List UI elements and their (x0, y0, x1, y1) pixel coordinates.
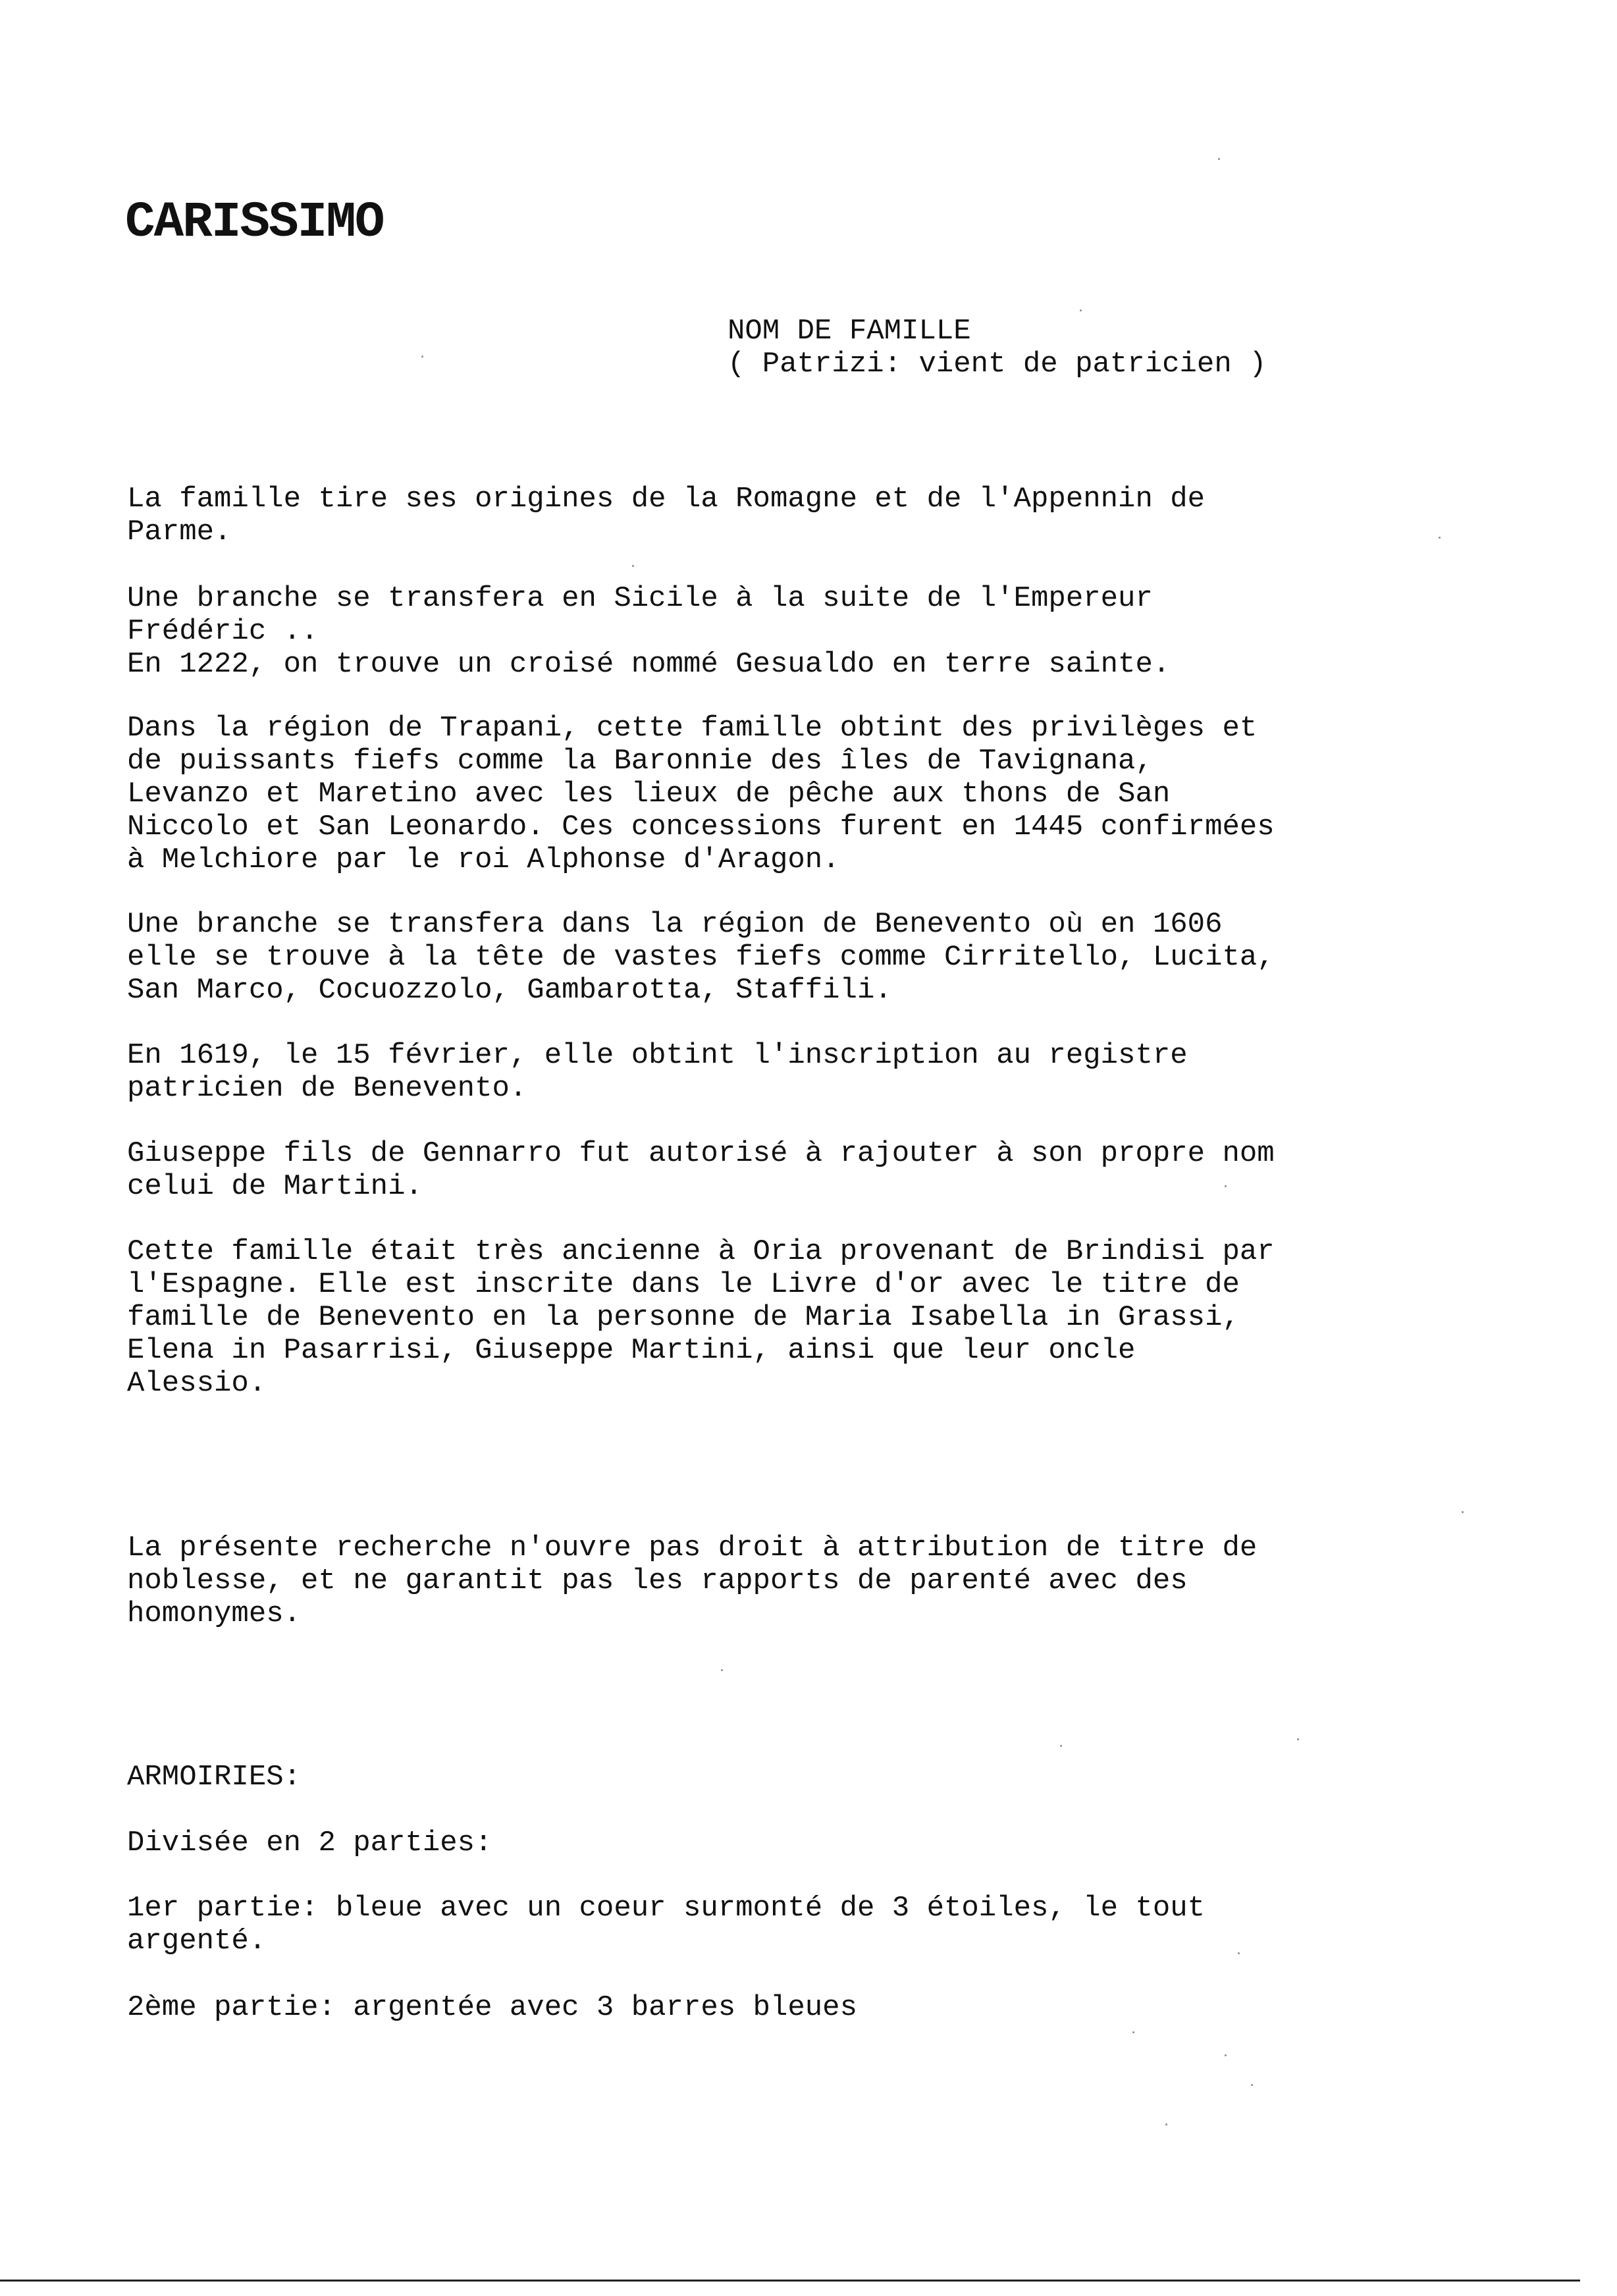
text-line: Niccolo et San Leonardo. Ces concessions furent en 1445 confirmées (127, 811, 1275, 843)
armoiries-part-1 (127, 1892, 1205, 1958)
paragraph-sicily (127, 582, 1170, 681)
subtitle-line: NOM DE FAMILLE (728, 315, 971, 348)
scan-speck (1060, 1745, 1062, 1747)
bottom-rule (0, 2280, 1580, 2282)
scan-speck (721, 1669, 723, 1671)
text-line: Dans la région de Trapani, cette famille obtint des privilèges et (127, 712, 1258, 745)
subtitle-block (728, 315, 1267, 381)
scan-speck (1165, 2123, 1167, 2125)
text-line: La présente recherche n'ouvre pas droit à attribution de titre de (127, 1532, 1258, 1564)
armoiries-part-2 (127, 1991, 857, 2024)
text-line: de puissants fiefs comme la Baronnie des îles de Tavignana, (127, 745, 1153, 778)
text-line: Levanzo et Maretino avec les lieux de pêche aux thons de San (127, 778, 1171, 811)
scan-speck (1439, 537, 1441, 539)
paragraph-trapani (127, 712, 1275, 876)
text-line: Cette famille était très ancienne à Oria provenant de Brindisi par (127, 1235, 1275, 1268)
text-line: Giuseppe fils de Gennarro fut autorisé à rajouter à son propre nom (127, 1137, 1275, 1170)
text-line: famille de Benevento en la personne de Maria Isabella in Grassi, (127, 1301, 1240, 1334)
text-line: Parme. (127, 516, 232, 548)
paragraph-oria (127, 1235, 1275, 1400)
text-line: Elena in Pasarrisi, Giuseppe Martini, ainsi que leur oncle (127, 1334, 1136, 1367)
subtitle-line: ( Patrizi: vient de patricien ) (728, 348, 1267, 381)
scan-speck (1080, 309, 1082, 311)
text-line: argenté. (127, 1925, 267, 1958)
scan-speck (1132, 2031, 1134, 2033)
text-line: En 1222, on trouve un croisé nommé Gesualdo en terre sainte. (127, 648, 1171, 681)
armoiries-heading: ARMOIRIES: (127, 1761, 302, 1794)
scan-speck (1251, 2084, 1253, 2086)
paragraph-origins (127, 483, 1205, 548)
text-line: Une branche se transfera dans la région de Benevento où en 1606 (127, 908, 1223, 941)
text-line: celui de Martini. (127, 1170, 423, 1203)
text-line: Alessio. (127, 1367, 267, 1400)
scan-speck (1297, 1738, 1299, 1740)
paragraph-benevento (127, 908, 1275, 1007)
scan-speck (421, 356, 423, 358)
text-line: La famille tire ses origines de la Romagne et de l'Appennin de (127, 483, 1206, 516)
text-line: 1er partie: bleue avec un coeur surmonté de 3 étoiles, le tout (127, 1892, 1206, 1925)
text-line: noblesse, et ne garantit pas les rapports de parenté avec des (127, 1564, 1188, 1597)
scan-speck (1218, 158, 1220, 160)
scan-speck (1225, 2054, 1227, 2056)
text-line: à Melchiore par le roi Alphonse d'Aragon. (127, 843, 840, 876)
text-line: l'Espagne. Elle est inscrite dans le Livre d'or avec le titre de (127, 1268, 1240, 1301)
paragraph-giuseppe (127, 1137, 1275, 1203)
scan-speck (1225, 1185, 1227, 1187)
page-title: CARISSIMO (125, 194, 384, 251)
text-line: En 1619, le 15 février, elle obtint l'inscription au registre (127, 1039, 1188, 1072)
scan-speck (1462, 1511, 1464, 1513)
armoiries-intro: Divisée en 2 parties: (127, 1827, 492, 1859)
text-line: homonymes. (127, 1597, 302, 1630)
scan-speck (632, 565, 634, 567)
text-line: Une branche se transfera en Sicile à la suite de l'Empereur (127, 582, 1153, 615)
text-line: patricien de Benevento. (127, 1072, 527, 1105)
scan-speck (1238, 1952, 1240, 1954)
text-line: elle se trouve à la tête de vastes fiefs comme Cirritello, Lucita, (127, 941, 1275, 974)
text-line: 2ème partie: argentée avec 3 barres bleues (127, 1991, 857, 2024)
text-line: Frédéric .. (127, 615, 319, 648)
disclaimer (127, 1532, 1257, 1630)
text-line: San Marco, Cocuozzolo, Gambarotta, Staffili. (127, 974, 892, 1007)
paragraph-registre (127, 1039, 1188, 1105)
